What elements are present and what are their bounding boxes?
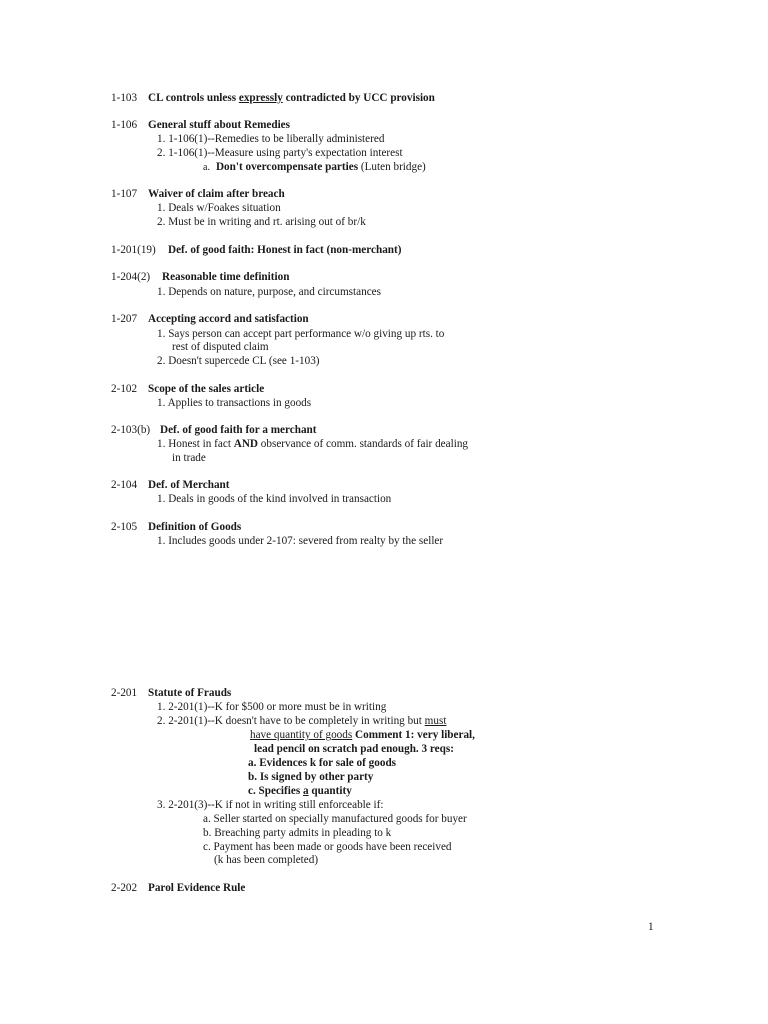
list-item: 1. Deals w/Foakes situation xyxy=(157,202,281,214)
section-2-201-heading xyxy=(111,686,231,700)
list-item: 1. Applies to transactions in goods xyxy=(157,397,312,409)
sub-list-item: a. Evidences k for sale of goods xyxy=(248,757,397,769)
section-2-104-heading xyxy=(111,478,230,492)
section-1-107-heading xyxy=(111,187,285,201)
sub-list-item: c. Payment has been made or goods have been received xyxy=(203,841,452,853)
list-item: 2. 1-106(1)--Measure using party's expectation interest xyxy=(157,147,403,159)
sub-list-item: a. Seller started on specially manufactured goods for buyer xyxy=(203,813,467,825)
section-2-202-heading xyxy=(111,881,245,895)
section-title: CL controls unless expressly contradicted by UCC provision xyxy=(148,92,435,104)
section-title: Def. of Merchant xyxy=(148,479,230,491)
list-item: 2. Must be in writing and rt. arising out of br/k xyxy=(157,216,366,228)
list-item-continuation: rest of disputed claim xyxy=(172,341,269,353)
section-title: Def. of good faith: Honest in fact (non-merchant) xyxy=(168,244,402,256)
section-2-103-heading xyxy=(111,423,317,437)
sub-list-item: c. Specifies a quantity xyxy=(248,785,352,797)
section-code: 2-105 xyxy=(111,521,138,533)
section-code: 2-202 xyxy=(111,882,138,894)
list-item-continuation: have quantity of goods Comment 1: very liberal, xyxy=(250,729,475,741)
section-title: Def. of good faith for a merchant xyxy=(160,424,317,436)
section-code: 2-103(b) xyxy=(111,424,151,436)
list-item: 2. Doesn't supercede CL (see 1-103) xyxy=(157,355,320,367)
section-1-204-heading xyxy=(111,270,289,284)
section-code: 1-201(19) xyxy=(111,244,156,256)
sub-list-item-continuation: (k has been completed) xyxy=(214,854,319,866)
sub-list-item: a. Don't overcompensate parties (Luten bridge) xyxy=(203,161,426,173)
section-title: Parol Evidence Rule xyxy=(148,882,246,894)
section-1-106-heading xyxy=(111,118,290,132)
list-item: 2. 2-201(1)--K doesn't have to be completely in writing but must xyxy=(157,715,447,727)
section-code: 1-106 xyxy=(111,119,138,131)
list-item: 1. Honest in fact AND observance of comm. standards of fair dealing xyxy=(157,438,469,450)
page-number: 1 xyxy=(648,921,654,933)
section-title: Scope of the sales article xyxy=(148,383,265,395)
section-code: 1-103 xyxy=(111,92,138,104)
section-code: 1-204(2) xyxy=(111,271,151,283)
section-1-207-heading xyxy=(111,312,309,326)
section-title: General stuff about Remedies xyxy=(148,119,291,131)
list-item: 1. Includes goods under 2-107: severed from realty by the seller xyxy=(157,535,444,547)
section-1-103-heading xyxy=(111,91,435,105)
section-2-105-heading xyxy=(111,520,241,534)
section-title: Reasonable time definition xyxy=(162,271,290,283)
section-title: Statute of Frauds xyxy=(148,687,232,699)
section-title: Definition of Goods xyxy=(148,521,242,533)
sub-list-item: b. Breaching party admits in pleading to k xyxy=(203,827,392,839)
sub-list-item: b. Is signed by other party xyxy=(248,771,374,783)
section-title: Waiver of claim after breach xyxy=(148,188,285,200)
list-item: 3. 2-201(3)--K if not in writing still enforceable if: xyxy=(157,799,384,811)
section-2-102-heading xyxy=(111,382,264,396)
section-1-201-heading xyxy=(111,243,401,257)
section-code: 2-102 xyxy=(111,383,138,395)
list-item: 1. 1-106(1)--Remedies to be liberally administered xyxy=(157,133,385,145)
list-item: 1. Depends on nature, purpose, and circumstances xyxy=(157,286,381,298)
list-item: 1. 2-201(1)--K for $500 or more must be in writing xyxy=(157,701,387,713)
section-code: 1-207 xyxy=(111,313,138,325)
section-code: 2-104 xyxy=(111,479,138,491)
section-code: 2-201 xyxy=(111,687,138,699)
list-item: 1. Deals in goods of the kind involved in transaction xyxy=(157,493,392,505)
list-item-continuation: in trade xyxy=(172,452,206,464)
section-code: 1-107 xyxy=(111,188,138,200)
list-item-continuation: lead pencil on scratch pad enough. 3 reqs: xyxy=(254,743,454,755)
list-item: 1. Says person can accept part performance w/o giving up rts. to xyxy=(157,328,445,340)
section-title: Accepting accord and satisfaction xyxy=(148,313,309,325)
